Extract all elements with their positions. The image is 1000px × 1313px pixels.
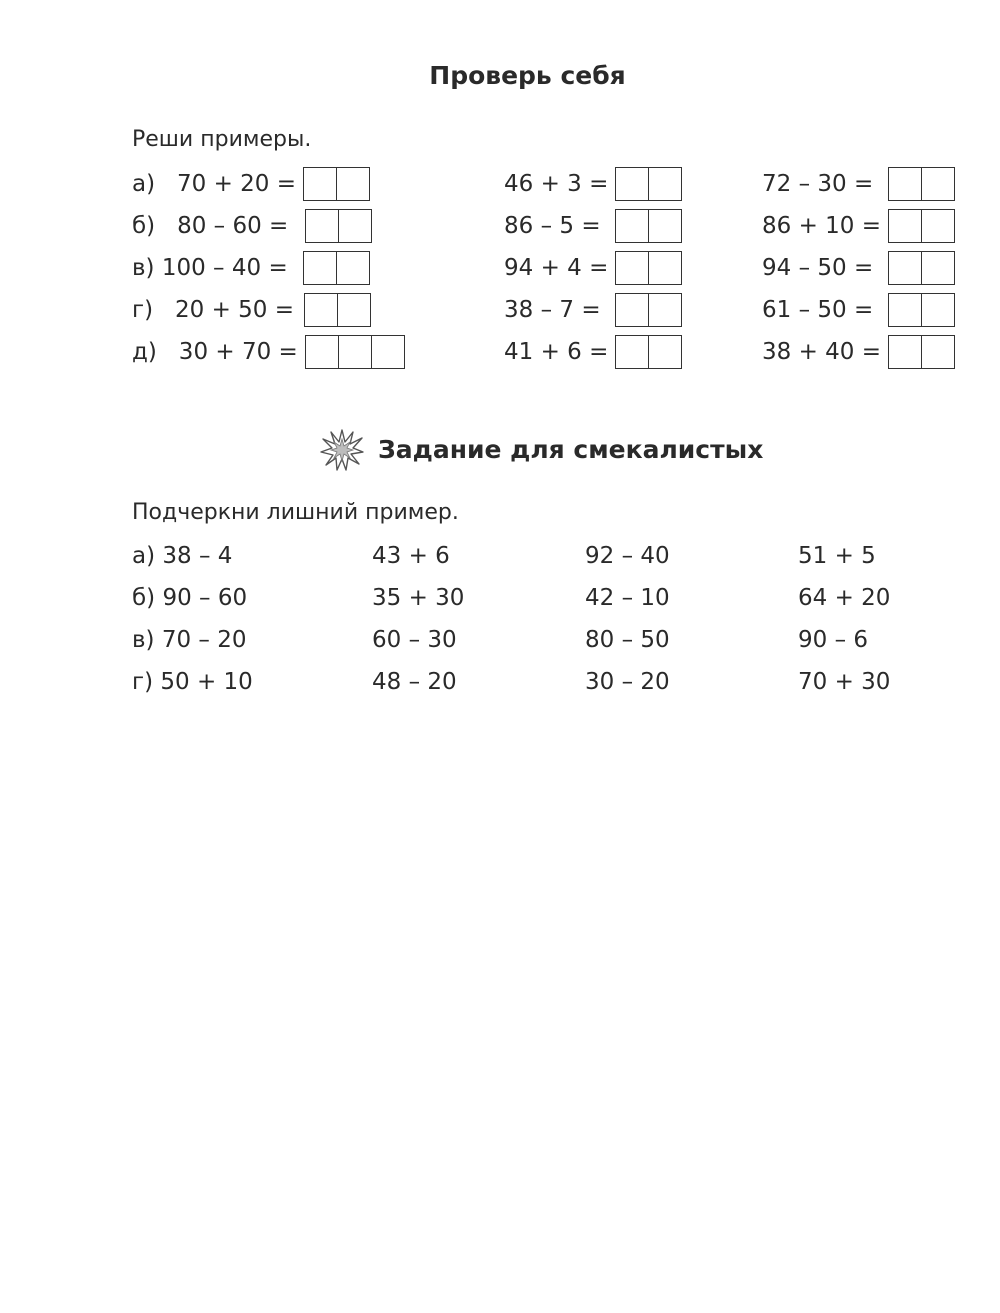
answer-boxes[interactable] (303, 251, 370, 285)
puzzle-expression[interactable]: 48 – 20 (372, 669, 457, 695)
answer-boxes[interactable] (615, 167, 682, 201)
sparkle-star-icon (320, 428, 364, 472)
answer-boxes[interactable] (888, 293, 955, 327)
puzzle-expression[interactable]: 35 + 30 (372, 585, 465, 611)
puzzle-expression[interactable]: 42 – 10 (585, 585, 670, 611)
expression: 94 + 4 = (504, 255, 609, 281)
puzzle-expression[interactable]: 43 + 6 (372, 543, 450, 569)
page-title: Проверь себя (429, 61, 626, 90)
expression: 72 – 30 = (762, 171, 874, 197)
expression: 94 – 50 = (762, 255, 874, 281)
answer-boxes[interactable] (304, 293, 371, 327)
exercise-row (0, 292, 1000, 328)
answer-boxes[interactable] (888, 209, 955, 243)
exercise-row (0, 250, 1000, 286)
answer-boxes[interactable] (305, 335, 405, 369)
expression: 41 + 6 = (504, 339, 609, 365)
expression: б) 80 – 60 = (132, 213, 289, 239)
puzzle-expression[interactable]: г) 50 + 10 (132, 669, 253, 695)
answer-boxes[interactable] (615, 209, 682, 243)
puzzle-expression[interactable]: а) 38 – 4 (132, 543, 233, 569)
expression: в) 100 – 40 = (132, 255, 288, 281)
puzzle-expression[interactable]: в) 70 – 20 (132, 627, 247, 653)
puzzle-expression[interactable]: 80 – 50 (585, 627, 670, 653)
answer-boxes[interactable] (303, 167, 370, 201)
answer-boxes[interactable] (888, 251, 955, 285)
section-title: Задание для смекалистых (378, 435, 764, 464)
puzzle-expression[interactable]: 70 + 30 (798, 669, 891, 695)
answer-boxes[interactable] (615, 251, 682, 285)
puzzle-expression[interactable]: б) 90 – 60 (132, 585, 248, 611)
exercise-row (0, 166, 1000, 202)
expression: а) 70 + 20 = (132, 171, 297, 197)
answer-boxes[interactable] (305, 209, 372, 243)
expression: д) 30 + 70 = (132, 339, 298, 365)
expression: 46 + 3 = (504, 171, 609, 197)
puzzle-expression[interactable]: 90 – 6 (798, 627, 869, 653)
expression: 86 + 10 = (762, 213, 882, 239)
answer-boxes[interactable] (615, 293, 682, 327)
puzzle-expression[interactable]: 92 – 40 (585, 543, 670, 569)
puzzle-expression[interactable]: 64 + 20 (798, 585, 891, 611)
expression: г) 20 + 50 = (132, 297, 294, 323)
answer-boxes[interactable] (888, 335, 955, 369)
puzzle-expression[interactable]: 60 – 30 (372, 627, 457, 653)
exercise-row (0, 208, 1000, 244)
puzzle-expression[interactable]: 30 – 20 (585, 669, 670, 695)
answer-boxes[interactable] (888, 167, 955, 201)
section-heading (320, 430, 763, 470)
instruction-solve: Реши примеры. (132, 127, 312, 152)
instruction-underline: Подчеркни лишний пример. (132, 500, 459, 525)
expression: 86 – 5 = (504, 213, 601, 239)
expression: 38 – 7 = (504, 297, 601, 323)
expression: 38 + 40 = (762, 339, 882, 365)
puzzle-expression[interactable]: 51 + 5 (798, 543, 876, 569)
expression: 61 – 50 = (762, 297, 874, 323)
exercise-row (0, 334, 1000, 370)
answer-boxes[interactable] (615, 335, 682, 369)
